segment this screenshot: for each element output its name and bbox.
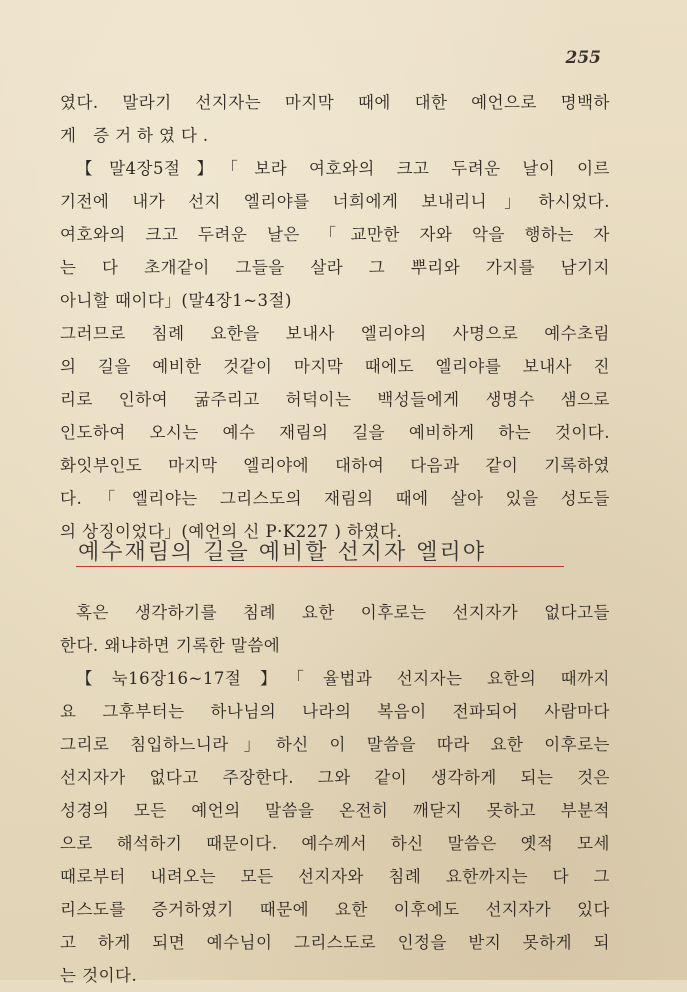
text-line: 다.「엘리야는 그리스도의 재림의 때에 살아 있을 성도들 bbox=[60, 489, 610, 508]
text-line: 아니할 때이다」(말4장1~3절) bbox=[60, 291, 292, 310]
page-number: 255 bbox=[565, 48, 601, 68]
text-line: 게 증거하였다. bbox=[60, 126, 215, 145]
text-line: 때로부터 내려오는 모든 선지자와 침례 요한까지는 다 그 bbox=[60, 867, 610, 886]
text-line: 는 것이다. bbox=[60, 966, 138, 985]
text-line: 그러므로 침례 요한을 보내사 엘리야의 사명으로 예수초림 bbox=[60, 324, 610, 343]
text-line: 혹은 생각하기를 침례 요한 이후로는 선지자가 없다고들 bbox=[76, 603, 610, 622]
text-line: 인도하여 오시는 예수 재림의 길을 예비하게 하는 것이다. bbox=[60, 423, 610, 442]
text-line: 리스도를 증거하였기 때문에 요한 이후에도 선지자가 있다 bbox=[60, 900, 610, 919]
paragraph-before-heading bbox=[60, 86, 610, 548]
text-line: 리로 인하여 굶주리고 허덕이는 백성들에게 생명수 샘으로 bbox=[60, 390, 610, 409]
text-line: 의 길을 예비한 것같이 마지막 때에도 엘리야를 보내사 진 bbox=[60, 357, 610, 376]
text-line: 화잇부인도 마지막 엘리야에 대하여 다음과 같이 기록하였 bbox=[60, 456, 610, 475]
section-heading: 예수재림의 길을 예비할 선지자 엘리야 bbox=[78, 540, 487, 565]
text-line: 그리로 침입하느니라」하신 이 말씀을 따라 요한 이후로는 bbox=[60, 735, 610, 754]
text-line: 는 다 초개같이 그들을 살라 그 뿌리와 가지를 남기지 bbox=[60, 258, 610, 277]
text-line: 고 하게 되면 예수님이 그리스도로 인정을 받지 못하게 되 bbox=[60, 933, 610, 952]
text-line: 한다. 왜냐하면 기록한 말씀에 bbox=[60, 636, 281, 655]
text-line: 성경의 모든 예언의 말씀을 온전히 깨닫지 못하고 부분적 bbox=[60, 801, 610, 820]
text-line: 였다. 말라기 선지자는 마지막 때에 대한 예언으로 명백하 bbox=[60, 93, 610, 112]
text-line: 의 상징이었다」(예언의 신 P·K227 ) 하였다. bbox=[60, 522, 403, 541]
text-line: 요 그후부터는 하나님의 나라의 복음이 전파되어 사람마다 bbox=[60, 702, 610, 721]
heading-underline bbox=[76, 566, 564, 567]
text-line: 여호와의 크고 두려운 날은 「교만한 자와 악을 행하는 자 bbox=[60, 225, 610, 244]
paragraph-after-heading bbox=[60, 596, 610, 992]
text-line: 기전에 내가 선지 엘리야를 너희에게 보내리니」하시었다. bbox=[60, 192, 610, 211]
text-line: 선지자가 없다고 주장한다. 그와 같이 생각하게 되는 것은 bbox=[60, 768, 610, 787]
text-line: 으로 해석하기 때문이다. 예수께서 하신 말씀은 옛적 모세 bbox=[60, 834, 610, 853]
text-line: 【말4장5절】「보라 여호와의 크고 두려운 날이 이르 bbox=[76, 159, 610, 178]
text-line: 【눅16장16~17절】「율법과 선지자는 요한의 때까지 bbox=[76, 669, 610, 688]
